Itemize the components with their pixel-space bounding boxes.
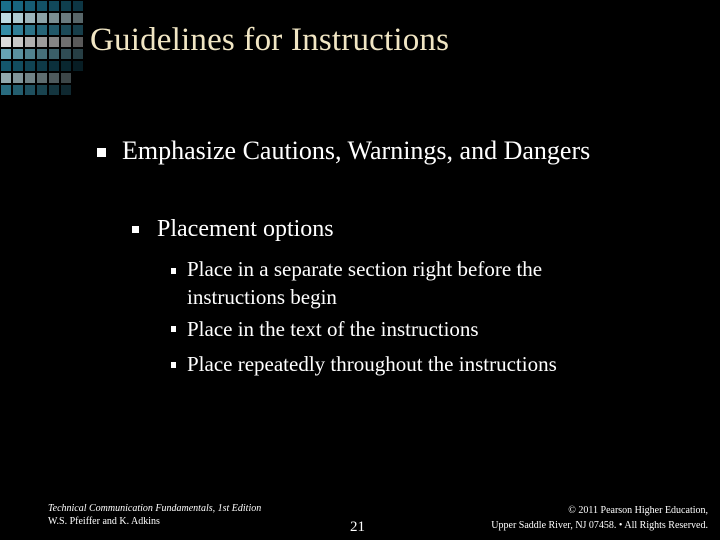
- bullet-level3-text: Place in the text of the instructions: [187, 317, 479, 341]
- bullet-square-icon: [132, 226, 139, 233]
- copyright-line-1: © 2011 Pearson Higher Education,: [568, 505, 708, 516]
- slide-title: Guidelines for Instructions: [90, 22, 450, 58]
- footer-authors: W.S. Pfeiffer and K. Adkins: [48, 516, 160, 527]
- bullet-level3-text: Place repeatedly throughout the instructions: [187, 352, 557, 376]
- footer-copyright: [448, 503, 708, 533]
- bullet-level3-text: Place in a separate section right before the instructions begin: [187, 257, 543, 309]
- bullet-level2-text: Placement options: [157, 216, 334, 242]
- bullet-square-icon: [171, 268, 176, 274]
- copyright-line-2: Upper Saddle River, NJ 07458. • All Rights Reserved.: [491, 520, 708, 531]
- bullet-square-icon: [171, 326, 176, 332]
- bullet-level1-text: Emphasize Cautions, Warnings, and Dangers: [122, 136, 591, 165]
- footer-citation: [48, 502, 261, 528]
- page-number: 21: [350, 519, 365, 535]
- bullet-square-icon: [97, 148, 106, 157]
- bullet-square-icon: [171, 362, 176, 368]
- footer-book-title: Technical Communication Fundamentals, 1st Edition: [48, 503, 262, 514]
